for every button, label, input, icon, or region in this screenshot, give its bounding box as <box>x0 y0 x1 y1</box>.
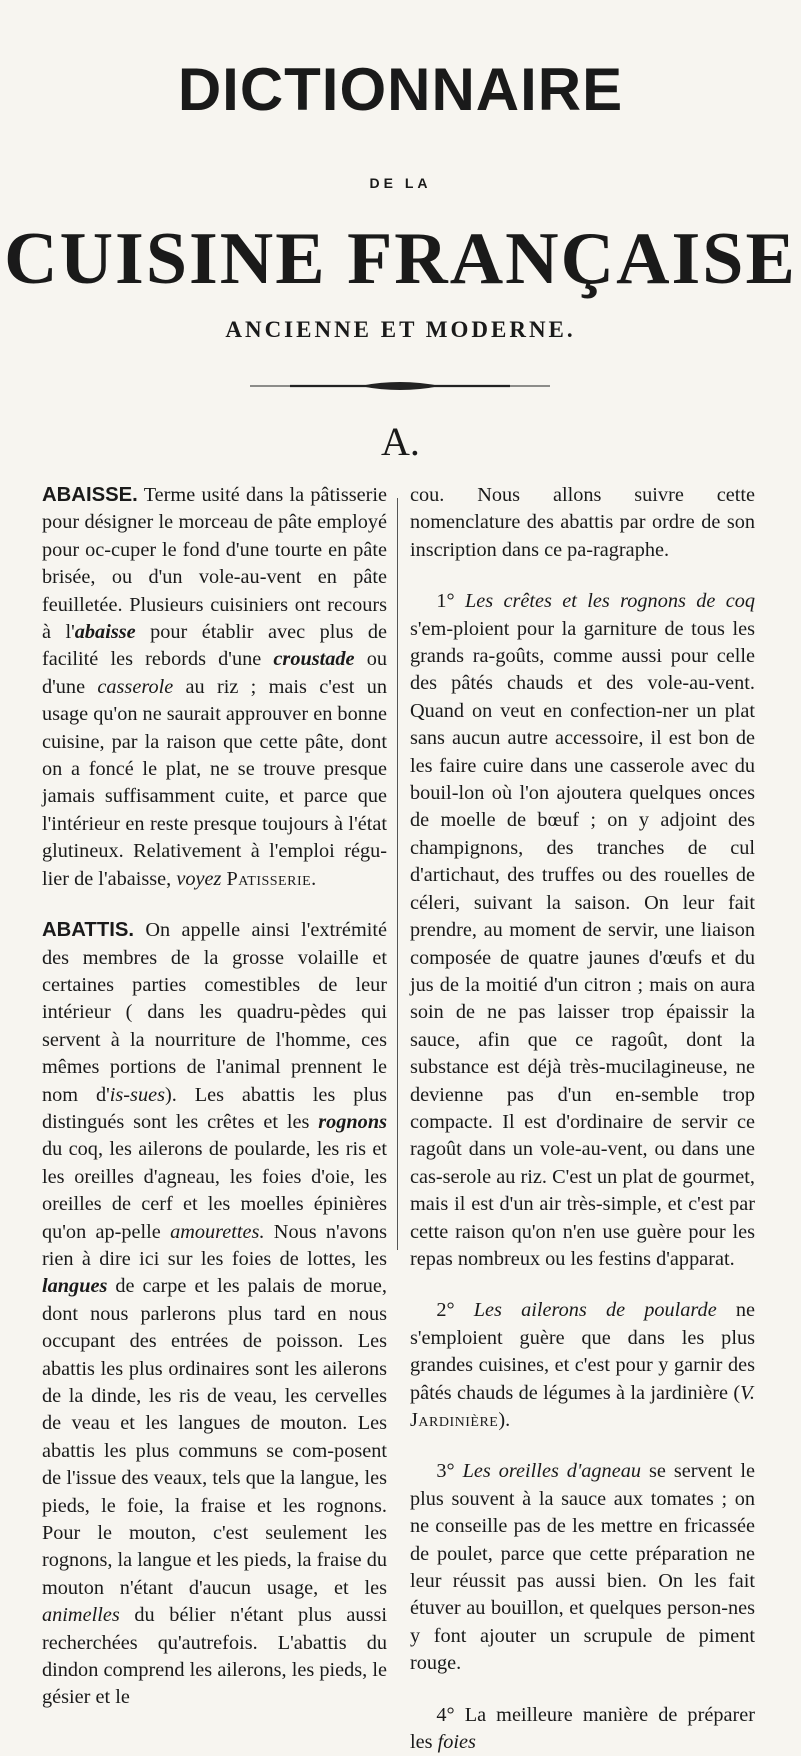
entry-abattis: ABATTIS. On appelle ainsi l'extrémité des membres de la grosse volaille et certaines parties comestibles de leur intérieur ( dans les quadru-pèdes qui servent à la nourriture de l'homme, ces mêmes portions de l'animal prennent le nom d'is-sues). Les abattis les plus distingués sont les crêtes et les rognons du coq, les ailerons de poularde, les ris et les oreilles d'agneau, les foies d'oie, les oreilles de cerf et les moelles épinières qu'on ap-pelle amourettes. Nous n'avons rien à dire ici sur les foies de lottes, les langues de carpe et les palais de morue, dont nous parlerons plus tard en nous occupant des entrées de poisson. Les abattis les plus ordinaires sont les ailerons de la dinde, les ris de veau, les cervelles de veau et les langues de mouton. Les abattis les plus communs se com-posent de l'issue des veaux, tels que la langue, les pieds, le foie, la fraise et les rognons. Pour le mouton, c'est seulement les rognons, la langue et les pieds, la fraise du mouton n'étant d'aucun usage, et les animelles du bélier n'étant plus aussi recherchées qu'autrefois. L'abattis du dindon comprend les ailerons, les pieds, le gésier et le <box>42 919 388 1709</box>
right-column <box>410 482 755 1756</box>
left-column <box>42 482 387 1712</box>
item-ailerons: 2° Les ailerons de poularde ne s'emploient guère que dans les plus grandes cuisines, et c'est pour y garnir des pâtés chauds de légumes à la jardinière (V. Jardinière). <box>410 1299 756 1431</box>
title-ancienne-et-moderne: ANCIENNE ET MODERNE. <box>225 317 576 342</box>
title-dictionnaire: DICTIONNAIRE <box>177 56 624 123</box>
entry-abaisse: ABAISSE. Terme usité dans la pâtisserie pour désigner le morceau de pâte employé pour oc-cuper le fond d'une tourte en pâte brisée, ou d'un vole-au-vent en pâte feuilletée. Plusieurs cuisiniers ont recours à l'abaisse pour établir avec plus de facilité les rebords d'une croustade ou d'une casserole au riz ; mais c'est un usage qu'on ne saurait approuver en bonne cuisine, par la raison que cette pâte, dont on a foncé le plat, ne se trouve presque jamais suffisamment cuite, et parce que l'intérieur en reste presque toujours à l'état glutineux. Relativement à l'emploi régu-lier de l'abaisse, voyez Patisserie. <box>42 484 387 890</box>
entry-abattis-continued: cou. Nous allons suivre cette nomenclature des abattis par ordre de son inscription dans ce pa-ragraphe. <box>410 484 755 561</box>
ornamental-rule <box>250 380 550 392</box>
headword-abaisse: ABAISSE. <box>42 484 138 506</box>
item-cretes-rognons: 1° Les crêtes et les rognons de coq s'em-ploient pour la garniture de tous les grands ra-goûts, comme aussi pour celle des pâtés chauds et des vole-au-vent. Quand on veut en confection-ner un plat sans aucun autre accessoire, il est bon de les faire cuire dans une casserole avec du bouil-lon où l'on ajoutera quelques onces de moelle de bœuf ; on y adjoint des champignons, des tranches de cul d'artichaut, des truffes ou des rouelles de céleri, suivant la saison. On leur fait prendre, au moment de servir, une liaison composée de quatre jaunes d'œufs et du jus de la moitié d'un citron ; mais on aura soin de ne pas laisser trop épaissir la sauce, afin que ce ragoût, dont la substance est déjà très-mucilagineuse, ne devienne pas d'un en-semble trop compacte. Il est d'ordinaire de servir ce ragoût dans un vole-au-vent, ou dans une cas-serole au riz. C'est un plat de gourmet, mais il est d'un air très-simple, et c'est par cette raison qu'on n'en use guère pour les repas nombreux ou les festins d'apparat. <box>410 590 755 1270</box>
section-letter: A. <box>381 419 420 464</box>
cross-reference: Jardinière <box>410 1409 499 1431</box>
column-divider <box>397 498 398 1250</box>
headword-abattis: ABATTIS. <box>42 919 135 942</box>
item-foies: 4° La meilleure manière de préparer les foies <box>410 1703 755 1754</box>
item-oreilles-agneau: 3° Les oreilles d'agneau se servent le plus souvent à la sauce aux tomates ; on ne conseille pas de les mettre en fricassée de poulet, parce que cette préparation ne leur réussit pas aussi bien. On les fait étuver au bouillon, et quelques person-nes y font ajouter un scrupule de piment rouge. <box>410 1460 756 1675</box>
title-cuisine-francaise: CUISINE FRANÇAISE <box>4 218 797 300</box>
title-de-la: DE LA <box>369 175 432 191</box>
cross-reference: Patisserie. <box>226 867 317 890</box>
